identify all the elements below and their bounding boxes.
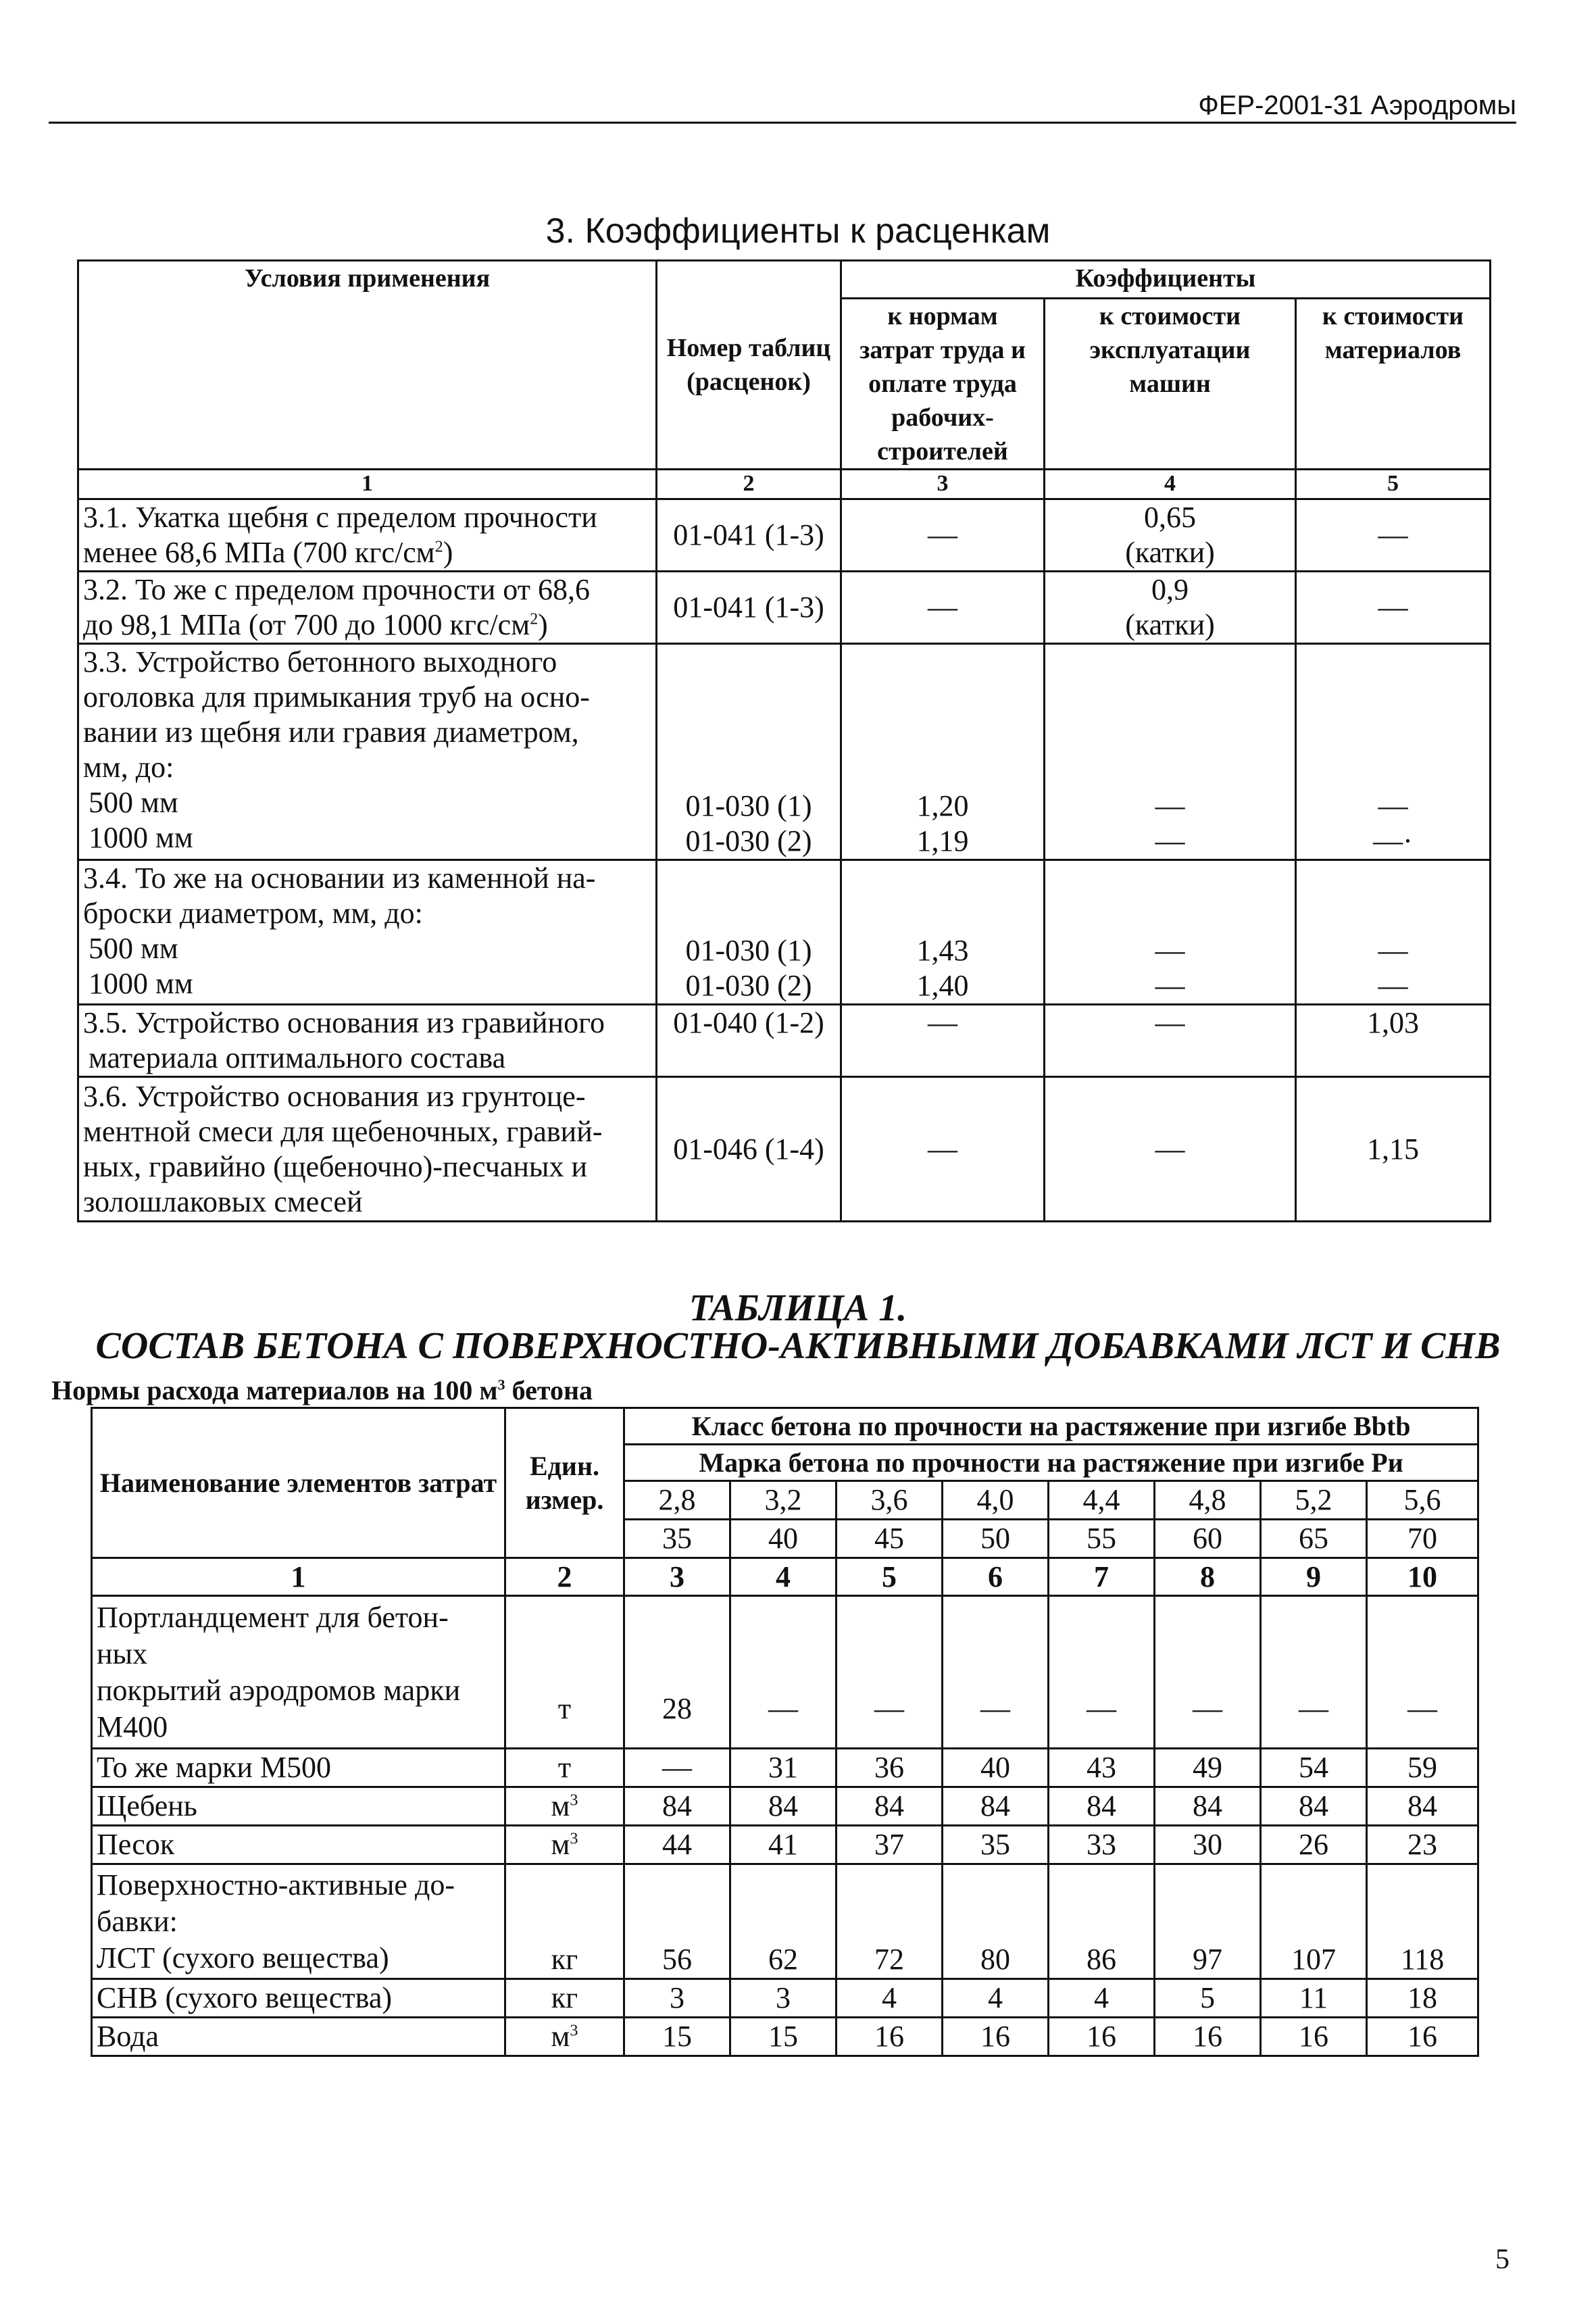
value-cell: 49: [1155, 1749, 1261, 1787]
table-number-cell: 01-030 (1) 01-030 (2): [657, 860, 841, 1005]
table-row: [92, 1979, 1478, 2018]
condition-cell: 3.2. То же с пределом прочности от 68,6 до 98,1 МПа (от 700 до 1000 кгс/$см^2$): [78, 572, 657, 644]
materials-coeff-cell: 1,03: [1296, 1005, 1491, 1077]
table-number-cell: 01-030 (1) 01-030 (2): [657, 644, 841, 860]
value-cell: 72: [837, 1864, 943, 1979]
column-number: 3: [624, 1558, 730, 1596]
column-number: 5: [837, 1558, 943, 1596]
value-cell: 37: [837, 1826, 943, 1864]
value-cell: 3: [730, 1979, 837, 2018]
section-title: 3. Коэффициенты к расценкам: [545, 211, 1051, 251]
labor-coeff-cell: —: [841, 499, 1045, 572]
condition-cell: 3.6. Устройство основания из грунтоце- ментной смеси для щебеночных, гравий- ных, гравийно (щебеночно)-песчаных и золошлаковых смесей: [78, 1077, 657, 1222]
column-number: 4: [1045, 470, 1296, 499]
value-cell: 33: [1049, 1826, 1155, 1864]
cost-element-cell: Поверхностно-активные до- бавки: ЛСТ (сухого вещества): [92, 1864, 505, 1979]
machines-coeff-cell: 0,65 (катки): [1045, 499, 1296, 572]
document-reference: ФЕР-2001-31 Аэродромы: [1198, 91, 1516, 120]
column-number: 9: [1261, 1558, 1367, 1596]
table-number-cell: 01-041 (1-3): [657, 499, 841, 572]
table-row: [78, 1077, 1491, 1222]
value-cell: 16: [943, 2018, 1049, 2056]
value-cell: 16: [1367, 2018, 1478, 2056]
value-cell: 15: [624, 2018, 730, 2056]
materials-coeff-cell: — —·: [1296, 644, 1491, 860]
labor-coeff-cell: —: [841, 1077, 1045, 1222]
table-heading: СОСТАВ БЕТОНА С ПОВЕРХНОСТНО-АКТИВНЫМИ ДОБАВКАМИ ЛСТ И СНВ: [95, 1325, 1501, 1367]
grade-cell: 55: [1049, 1520, 1155, 1558]
materials-coeff-cell: —: [1296, 499, 1491, 572]
grade-cell: 2,8: [624, 1481, 730, 1520]
value-cell: 5: [1155, 1979, 1261, 2018]
header-strength-grade: Марка бетона по прочности на растяжение при изгибе Ри: [624, 1445, 1478, 1481]
unit-cell: кг: [505, 1979, 624, 2018]
table-row: [92, 1749, 1478, 1787]
value-cell: —: [943, 1596, 1049, 1749]
value-cell: 16: [837, 2018, 943, 2056]
machines-coeff-cell: —: [1045, 1005, 1296, 1077]
value-cell: 54: [1261, 1749, 1367, 1787]
value-cell: 44: [624, 1826, 730, 1864]
header-strength-class: Класс бетона по прочности на растяжение при изгибе Bbtb: [624, 1408, 1478, 1445]
value-cell: 23: [1367, 1826, 1478, 1864]
value-cell: 84: [1155, 1787, 1261, 1826]
value-cell: —: [1049, 1596, 1155, 1749]
condition-cell: 3.1. Укатка щебня с пределом прочности менее 68,6 МПа (700 кгс/$см^2$): [78, 499, 657, 572]
value-cell: 35: [943, 1826, 1049, 1864]
table-number-cell: 01-046 (1-4): [657, 1077, 841, 1222]
cost-element-cell: Песок: [92, 1826, 505, 1864]
value-cell: 26: [1261, 1826, 1367, 1864]
cost-element-cell: То же марки М500: [92, 1749, 505, 1787]
value-cell: 56: [624, 1864, 730, 1979]
materials-coeff-cell: —: [1296, 572, 1491, 644]
value-cell: —: [837, 1596, 943, 1749]
value-cell: 36: [837, 1749, 943, 1787]
value-cell: 86: [1049, 1864, 1155, 1979]
labor-coeff-cell: —: [841, 1005, 1045, 1077]
column-number: 3: [841, 470, 1045, 499]
unit-cell: $м^3$: [505, 2018, 624, 2056]
condition-cell: 3.3. Устройство бетонного выходного оголовка для примыкания труб на осно- вании из щебня или гравия диаметром, мм, до: 500 мм 1000 мм: [78, 644, 657, 860]
materials-coeff-cell: 1,15: [1296, 1077, 1491, 1222]
value-cell: 59: [1367, 1749, 1478, 1787]
column-number: 7: [1049, 1558, 1155, 1596]
grade-cell: 4,4: [1049, 1481, 1155, 1520]
table-row: [92, 2018, 1478, 2056]
column-number: 5: [1296, 470, 1491, 499]
concrete-composition-table: [91, 1407, 1479, 2057]
table-row: [92, 1787, 1478, 1826]
value-cell: 43: [1049, 1749, 1155, 1787]
value-cell: —: [730, 1596, 837, 1749]
unit-cell: $м^3$: [505, 1787, 624, 1826]
table-row: [92, 1826, 1478, 1864]
grade-cell: 4,0: [943, 1481, 1049, 1520]
value-cell: 84: [730, 1787, 837, 1826]
condition-cell: 3.4. То же на основании из каменной на- броски диаметром, мм, до: 500 мм 1000 мм: [78, 860, 657, 1005]
value-cell: —: [1261, 1596, 1367, 1749]
column-number: 2: [657, 470, 841, 499]
value-cell: 84: [1367, 1787, 1478, 1826]
value-cell: 4: [943, 1979, 1049, 2018]
unit-cell: $м^3$: [505, 1826, 624, 1864]
value-cell: 16: [1155, 2018, 1261, 2056]
value-cell: 18: [1367, 1979, 1478, 2018]
column-number: 1: [92, 1558, 505, 1596]
header-conditions: Условия применения: [78, 261, 657, 470]
value-cell: 41: [730, 1826, 837, 1864]
header-table-number: Номер таблиц (расценок): [657, 261, 841, 470]
value-cell: 97: [1155, 1864, 1261, 1979]
condition-cell: 3.5. Устройство основания из гравийного материала оптимального состава: [78, 1005, 657, 1077]
table-number-cell: 01-041 (1-3): [657, 572, 841, 644]
table-row: [78, 860, 1491, 1005]
unit-cell: т: [505, 1749, 624, 1787]
column-number: 6: [943, 1558, 1049, 1596]
value-cell: 11: [1261, 1979, 1367, 2018]
machines-coeff-cell: — —: [1045, 644, 1296, 860]
value-cell: 3: [624, 1979, 730, 2018]
value-cell: 28: [624, 1596, 730, 1749]
table-title: ТАБЛИЦА 1.: [689, 1287, 907, 1329]
cost-element-cell: Портландцемент для бетон- ных покрытий аэродромов марки М400: [92, 1596, 505, 1749]
materials-coeff-cell: — —: [1296, 860, 1491, 1005]
header-materials-coeff: к стоимости материалов: [1296, 299, 1491, 470]
grade-cell: 3,6: [837, 1481, 943, 1520]
page-number: 5: [1495, 2244, 1510, 2275]
unit-cell: кг: [505, 1864, 624, 1979]
norms-subtitle: Нормы расхода материалов на 100 $м^3$ бетона: [51, 1375, 593, 1405]
column-number: 4: [730, 1558, 837, 1596]
grade-cell: 65: [1261, 1520, 1367, 1558]
table-row: [92, 1596, 1478, 1749]
value-cell: 30: [1155, 1826, 1261, 1864]
table-row: [78, 499, 1491, 572]
grade-cell: 60: [1155, 1520, 1261, 1558]
unit-cell: т: [505, 1596, 624, 1749]
table-number-cell: 01-040 (1-2): [657, 1005, 841, 1077]
value-cell: 84: [943, 1787, 1049, 1826]
value-cell: 80: [943, 1864, 1049, 1979]
value-cell: 40: [943, 1749, 1049, 1787]
value-cell: 84: [837, 1787, 943, 1826]
labor-coeff-cell: 1,43 1,40: [841, 860, 1045, 1005]
value-cell: 16: [1261, 2018, 1367, 2056]
grade-cell: 40: [730, 1520, 837, 1558]
cost-element-cell: СНВ (сухого вещества): [92, 1979, 505, 2018]
grade-cell: 50: [943, 1520, 1049, 1558]
value-cell: 62: [730, 1864, 837, 1979]
header-coefficients: Коэффициенты: [841, 261, 1491, 299]
cost-element-cell: Щебень: [92, 1787, 505, 1826]
grade-cell: 70: [1367, 1520, 1478, 1558]
value-cell: 31: [730, 1749, 837, 1787]
value-cell: 107: [1261, 1864, 1367, 1979]
value-cell: 84: [1261, 1787, 1367, 1826]
machines-coeff-cell: 0,9 (катки): [1045, 572, 1296, 644]
machines-coeff-cell: —: [1045, 1077, 1296, 1222]
value-cell: 4: [1049, 1979, 1155, 2018]
grade-cell: 35: [624, 1520, 730, 1558]
cost-element-cell: Вода: [92, 2018, 505, 2056]
table-row: [78, 572, 1491, 644]
table-row: [92, 1864, 1478, 1979]
grade-cell: 4,8: [1155, 1481, 1261, 1520]
header-machines-coeff: к стоимости эксплуатации машин: [1045, 299, 1296, 470]
grade-cell: 5,2: [1261, 1481, 1367, 1520]
machines-coeff-cell: — —: [1045, 860, 1296, 1005]
grade-cell: 3,2: [730, 1481, 837, 1520]
header-cost-elements: Наименование элементов затрат: [92, 1408, 505, 1558]
value-cell: 84: [1049, 1787, 1155, 1826]
value-cell: —: [1367, 1596, 1478, 1749]
header-rule: [49, 122, 1516, 124]
value-cell: 4: [837, 1979, 943, 2018]
column-number: 1: [78, 470, 657, 499]
labor-coeff-cell: 1,20 1,19: [841, 644, 1045, 860]
column-number: 8: [1155, 1558, 1261, 1596]
table-row: [78, 644, 1491, 860]
value-cell: —: [1155, 1596, 1261, 1749]
value-cell: —: [624, 1749, 730, 1787]
value-cell: 15: [730, 2018, 837, 2056]
column-number: 2: [505, 1558, 624, 1596]
header-labor-coeff: к нормам затрат труда и оплате труда рабочих-строителей: [841, 299, 1045, 470]
coefficients-table: [77, 259, 1491, 1222]
grade-cell: 45: [837, 1520, 943, 1558]
value-cell: 84: [624, 1787, 730, 1826]
value-cell: 16: [1049, 2018, 1155, 2056]
table-row: [78, 1005, 1491, 1077]
grade-cell: 5,6: [1367, 1481, 1478, 1520]
value-cell: 118: [1367, 1864, 1478, 1979]
column-number: 10: [1367, 1558, 1478, 1596]
labor-coeff-cell: —: [841, 572, 1045, 644]
header-unit: Един. измер.: [505, 1408, 624, 1558]
